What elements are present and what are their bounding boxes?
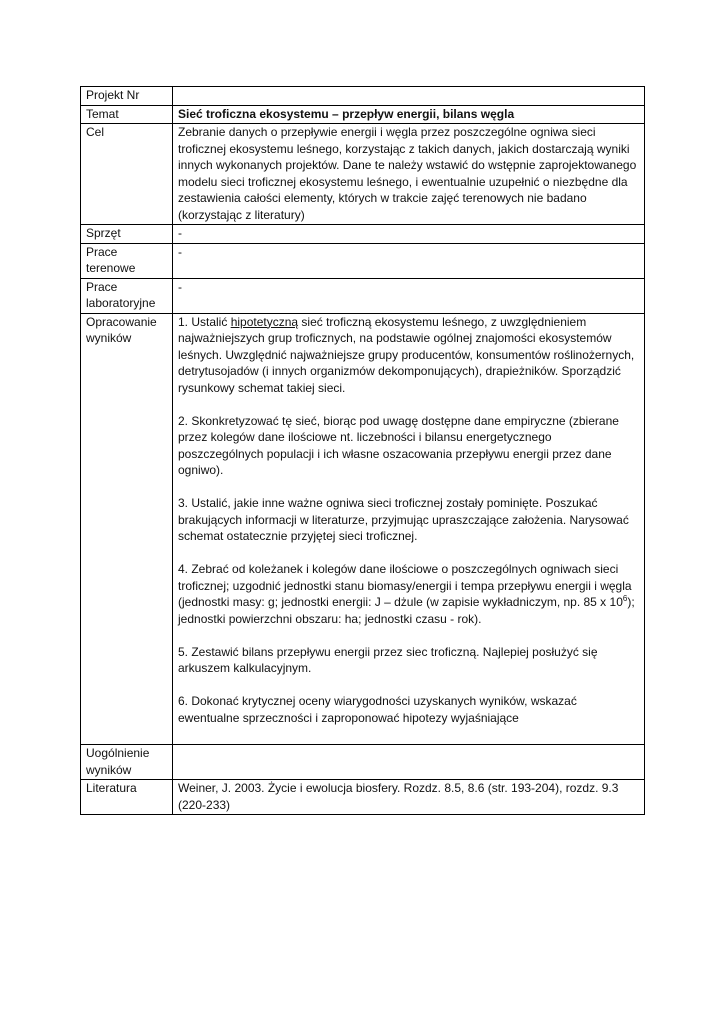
label-cel: Cel (81, 124, 173, 225)
step-4-text-b: ); jednostki powierzchni obszaru: ha; jednostki czasu - rok). (178, 595, 635, 626)
label-projekt: Projekt Nr (81, 87, 173, 106)
row-prace-terenowe (81, 243, 645, 278)
label-temat: Temat (81, 105, 173, 124)
row-literatura (81, 780, 645, 815)
row-cel (81, 124, 645, 225)
label-opracowanie: Opracowanie wyników (81, 313, 173, 745)
label-prace-terenowe: Prace terenowe (81, 243, 173, 278)
step-1-underlined: hipotetyczną (230, 314, 299, 329)
step-6: 6. Dokonać krytycznej oceny wiarygodności uzyskanych wyników, wskazać ewentualne sprzeczności i zaproponować hipotezy wyjaśniające (178, 694, 577, 725)
row-temat (81, 105, 645, 124)
step-1-text-b: sieć troficzną ekosystemu leśnego, z uwzględnieniem najważniejszych grup troficznych, na podstawie ogólnej znajomości ekosystemów leśnych. Uwzględnić najważniejsze grupy producentów, konsumentów roślinożernych, detrytusojadów (i innych organizmów dekomponujących), drapieżników. Sporządzić rysunkowy schemat takiej sieci. (178, 314, 635, 395)
row-sprzet (81, 225, 645, 244)
step-1 (178, 314, 640, 397)
value-cel: Zebranie danych o przepływie energii i węgla przez poszczególne ogniwa sieci troficznej ekosystemu leśnego, korzystając z takich danych, jakich dostarczają wyniki innych wykonanych projektów. Dane te należy wstawić do wstępnie zaprojektowanego modelu sieci troficznej ekosystemu leśnego, i ewentualnie uzupełnić o niezbędne dla zestawienia całości elementy, których w trakcie zajęć terenowych nie badano (korzystając z literatury) (173, 124, 645, 225)
value-prace-laboratoryjne: - (173, 278, 645, 313)
step-4-text-a: 4. Zebrać od koleżanek i kolegów dane ilościowe o poszczególnych ogniwach sieci troficznej; uzgodnić jednostki stanu biomasy/energii i tempa przepływu energii i węgla (jednostki masy: g; jednostki energii: J – dżule (w zapisie wykładniczym, np. 85 x 10 (178, 562, 632, 609)
label-literatura: Literatura (81, 780, 173, 815)
value-prace-terenowe: - (173, 243, 645, 278)
row-uogolnienie (81, 745, 645, 780)
step-2: 2. Skonkretyzować tę sieć, biorąc pod uwagę dostępne dane empiryczne (zbierane przez kolegów dane ilościowe nt. liczebności i bilansu energetycznego poszczególnych populacji i ich własne oszacowania przepływu energii przez dane ogniwo). (178, 413, 619, 477)
row-prace-laboratoryjne (81, 278, 645, 313)
label-uogolnienie: Uogólnienie wyników (81, 745, 173, 780)
label-prace-laboratoryjne: Prace laboratoryjne (81, 278, 173, 313)
step-3: 3. Ustalić, jakie inne ważne ogniwa sieci troficznej zostały pominięte. Poszukać brakujących informacji w literaturze, przyjmując upraszczające założenia. Narysować schemat ostatecznie przyjętej sieci troficznej. (178, 496, 629, 543)
step-1-text-a: 1. Ustalić (178, 314, 231, 329)
label-sprzet: Sprzęt (81, 225, 173, 244)
value-opracowanie (173, 313, 645, 745)
value-sprzet: - (173, 225, 645, 244)
row-projekt (81, 87, 645, 106)
step-5: 5. Zestawić bilans przepływu energii przez siec troficzną. Najlepiej posłużyć się arkuszem kalkulacyjnym. (178, 644, 598, 675)
step-4 (178, 561, 640, 627)
row-opracowanie (81, 313, 645, 745)
value-projekt (173, 87, 645, 106)
project-table (80, 86, 645, 815)
value-literatura: Weiner, J. 2003. Życie i ewolucja biosfery. Rozdz. 8.5, 8.6 (str. 193-204), rozdz. 9.3 (220-233) (173, 780, 645, 815)
value-uogolnienie (173, 745, 645, 780)
step-4-exponent: 6 (622, 594, 628, 603)
value-temat: Sieć troficzna ekosystemu – przepływ energii, bilans węgla (173, 105, 645, 124)
